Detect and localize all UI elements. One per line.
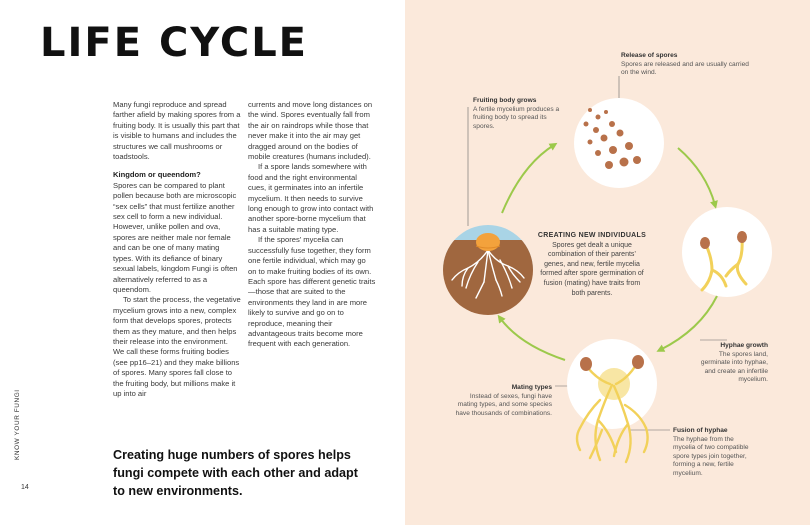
label-title: Fusion of hyphae (673, 427, 728, 434)
page-title: LIFE CYCLE (40, 20, 309, 66)
section-heading: Kingdom or queendom? (113, 170, 201, 180)
section-side-label: KNOW YOUR FUNGI (14, 389, 21, 460)
page-number: 14 (21, 484, 29, 491)
pull-quote: Creating huge numbers of spores helps fungi compete with each other and adapt to new environments. (113, 448, 358, 498)
label-text: Instead of sexes, fungi have mating types, and some species have thousands of combinations. (455, 392, 552, 417)
fruiting-body-label (473, 97, 563, 131)
fruiting-body-icon (440, 220, 540, 320)
label-title: Hyphae growth (720, 342, 768, 349)
cycle-arrow-icon (500, 318, 565, 360)
label-title: Mating types (511, 384, 552, 391)
label-title: Release of spores (621, 52, 678, 59)
germinating-spores-icon (682, 207, 772, 297)
center-title: CREATING NEW INDIVIDUALS (537, 232, 647, 239)
mating-types-label (455, 384, 552, 418)
release-of-spores-label (621, 52, 751, 78)
body-paragraph: If the spores’ mycelia can successfully fuse together, they form one fertile individual, which may go on to make fruiting bodies of its own. Each spore has different genetic traits—those that are suited to the environments they land in are more likely to survive and go on to reproduce, meaning their advantageous traits become more frequent with each generation. (248, 235, 376, 349)
label-title: Fruiting body grows (473, 97, 537, 104)
cycle-arrow-icon (502, 145, 554, 213)
label-text: The spores land, germinate into hyphae, and create an infertile mycelium. (700, 350, 768, 384)
body-paragraph: currents and move long distances on the wind. Spores eventually fall from the air on raindrops while those that never make it into the air may get dragged around on the bodies of mobile creatures (humans included). (248, 100, 373, 162)
creating-new-individuals-text (537, 231, 647, 298)
body-paragraph: To start the process, the vegetative mycelium grows into a new, complex form that develops spores, protects them as they mature, and then helps their release into the environment. We call these forms fruiting bodies (see pp16–21) and they make billions of spores. Many spores fall close to the fruiting body, but millions make it up into air (113, 295, 241, 398)
spores-icon (574, 98, 664, 188)
body-paragraph: If a spore lands somewhere with food and the right environmental cues, it germinates into an infertile mycelium. It then needs to survive long enough to grow into contact with another spore-borne mycelium that has a suitable mating type. (248, 162, 374, 234)
body-paragraph: Spores can be compared to plant pollen because both are microscopic “sex cells” that must fertilize another sex cell to form a new individual. However, unlike pollen and ova, spores are neither male nor female and can be one of many mating types. With its defiance of binary sexual labels, kingdom Fungi is often alternatively referred to as a queendom. (113, 180, 238, 294)
fusion-of-hyphae-label (673, 427, 749, 479)
label-text: The hyphae from the mycelia of two compatible spore types join together, forming a new, fertile mycelium. (673, 435, 749, 477)
cycle-arrow-icon (678, 148, 715, 205)
center-body: Spores get dealt a unique combination of their parents’ genes, and new, fertile mycelia formed after spore germination of fusion (mating) have traits from both parents. (540, 241, 644, 297)
hyphae-growth-label (698, 342, 768, 385)
body-paragraph: Many fungi reproduce and spread farther afield by making spores from a fruiting body. It is usually this part that is visible to humans and includes the structures we call mushrooms or toadstools. (113, 100, 241, 162)
label-text: Spores are released and are usually carried on the wind. (621, 60, 749, 77)
fusion-icon (567, 339, 657, 462)
label-text: A fertile mycelium produces a fruiting body to spread its spores. (473, 105, 560, 130)
